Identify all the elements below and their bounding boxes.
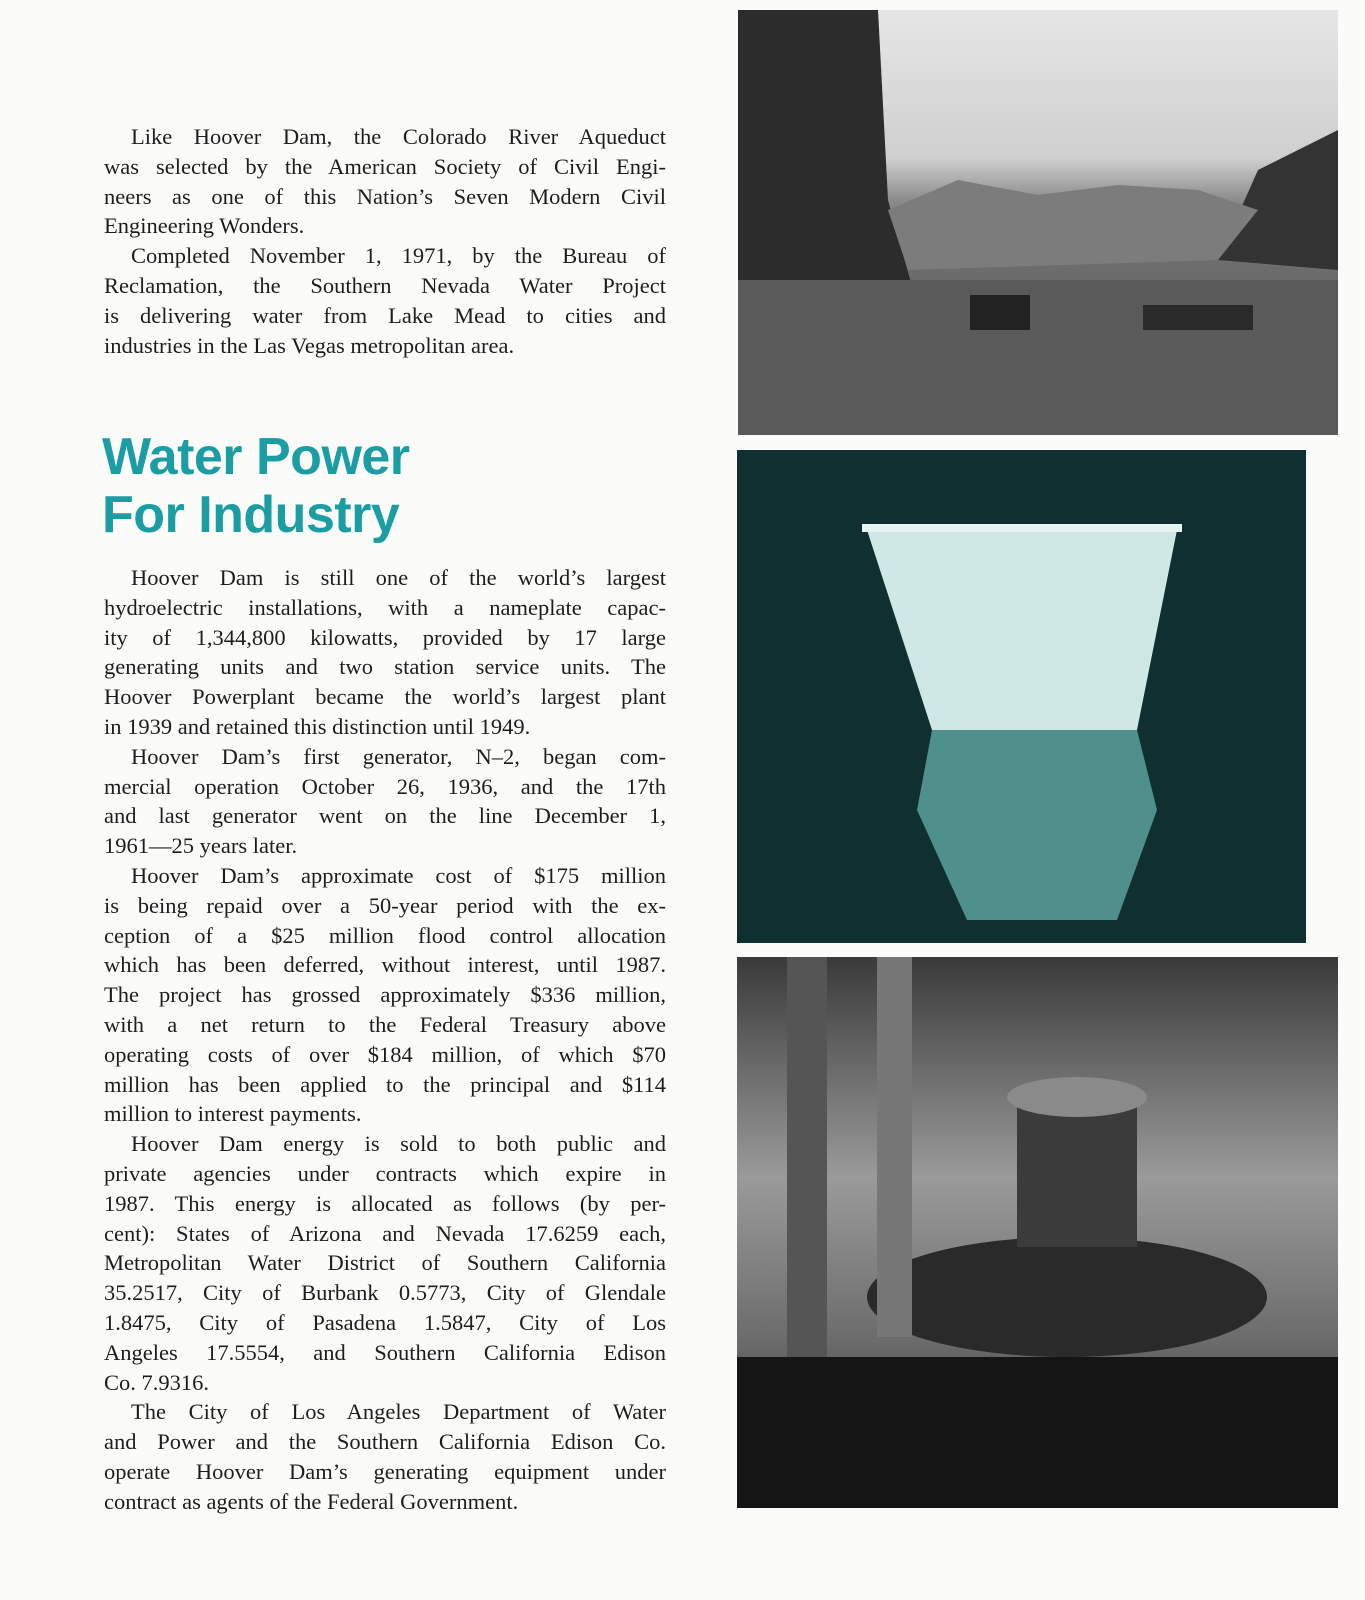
- text-line: operating costs of over $184 million, of which $70: [104, 1041, 666, 1067]
- text-line: Hoover Dam is still one of the world’s largest: [131, 565, 666, 590]
- text-line: million has been applied to the principal and $114: [104, 1071, 666, 1097]
- text-line: cent): States of Arizona and Nevada 17.6259 each,: [104, 1220, 666, 1246]
- text-line: neers as one of this Nation’s Seven Modern Civil: [104, 183, 666, 209]
- text-line: Hoover Dam’s first generator, N–2, began com-: [131, 743, 666, 769]
- intro-paragraph: [104, 241, 666, 360]
- intro-text: [104, 122, 666, 360]
- body-paragraph: [104, 1129, 666, 1397]
- text-line: The City of Los Angeles Department of Water: [131, 1399, 666, 1425]
- text-line: industries in the Las Vegas metropolitan area.: [104, 332, 515, 358]
- heading-line-2: For Industry: [102, 486, 400, 544]
- text-line: in 1939 and retained this distinction until 1949.: [104, 713, 531, 739]
- text-line: mercial operation October 26, 1936, and the 17th: [104, 773, 666, 799]
- text-line: generating units and two station service units. The: [104, 654, 666, 680]
- text-line: Completed November 1, 1971, by the Bureau of: [131, 243, 666, 269]
- text-line: was selected by the American Society of Civil Engi-: [104, 153, 666, 179]
- body-paragraph: [104, 1397, 666, 1516]
- text-line: hydroelectric installations, with a nameplate capac-: [104, 594, 666, 620]
- text-line: with a net return to the Federal Treasury above: [104, 1011, 666, 1037]
- text-line: and Power and the Southern California Edison Co.: [104, 1429, 666, 1455]
- text-line: Like Hoover Dam, the Colorado River Aqueduct: [131, 124, 666, 149]
- photo-powerplant-generators: [737, 957, 1338, 1508]
- body-paragraph: [104, 742, 666, 861]
- text-line: private agencies under contracts which expire in: [104, 1160, 666, 1186]
- body-paragraph: [104, 563, 666, 742]
- text-line: million to interest payments.: [104, 1101, 362, 1127]
- text-line: ity of 1,344,800 kilowatts, provided by 17 large: [104, 624, 666, 650]
- text-line: is delivering water from Lake Mead to cities and: [104, 302, 666, 328]
- photo-lake-mead-boats: [738, 10, 1338, 435]
- body-text: [104, 563, 666, 1517]
- text-line: is being repaid over a 50-year period with the ex-: [104, 892, 666, 918]
- text-line: Hoover Powerplant became the world’s largest plant: [104, 684, 666, 710]
- text-line: The project has grossed approximately $336 million,: [104, 982, 666, 1008]
- text-line: which has been deferred, without interest, until 1987.: [104, 952, 666, 978]
- text-line: Hoover Dam energy is sold to both public and: [131, 1131, 666, 1157]
- text-line: operate Hoover Dam’s generating equipment under: [104, 1458, 666, 1484]
- text-line: 1.8475, City of Pasadena 1.5847, City of Los: [104, 1309, 666, 1335]
- text-line: ception of a $25 million flood control allocation: [104, 922, 666, 948]
- text-line: 1987. This energy is allocated as follows (by per-: [104, 1190, 666, 1216]
- text-line: and last generator went on the line December 1,: [104, 803, 666, 829]
- heading-line-1: Water Power: [102, 428, 410, 486]
- text-line: Angeles 17.5554, and Southern California Edison: [104, 1339, 666, 1365]
- text-line: 1961—25 years later.: [104, 833, 298, 859]
- body-paragraph: [104, 861, 666, 1129]
- text-line: Engineering Wonders.: [104, 213, 305, 239]
- text-line: Hoover Dam’s approximate cost of $175 million: [131, 862, 666, 888]
- text-line: Co. 7.9316.: [104, 1369, 210, 1395]
- text-line: Reclamation, the Southern Nevada Water Project: [104, 272, 666, 298]
- text-line: contract as agents of the Federal Government.: [104, 1488, 519, 1514]
- section-heading: [102, 428, 410, 544]
- text-line: Metropolitan Water District of Southern California: [104, 1250, 666, 1276]
- text-line: 35.2517, City of Burbank 0.5773, City of Glendale: [104, 1280, 666, 1306]
- intro-paragraph: [104, 122, 666, 241]
- photo-hoover-dam-night: [737, 450, 1306, 943]
